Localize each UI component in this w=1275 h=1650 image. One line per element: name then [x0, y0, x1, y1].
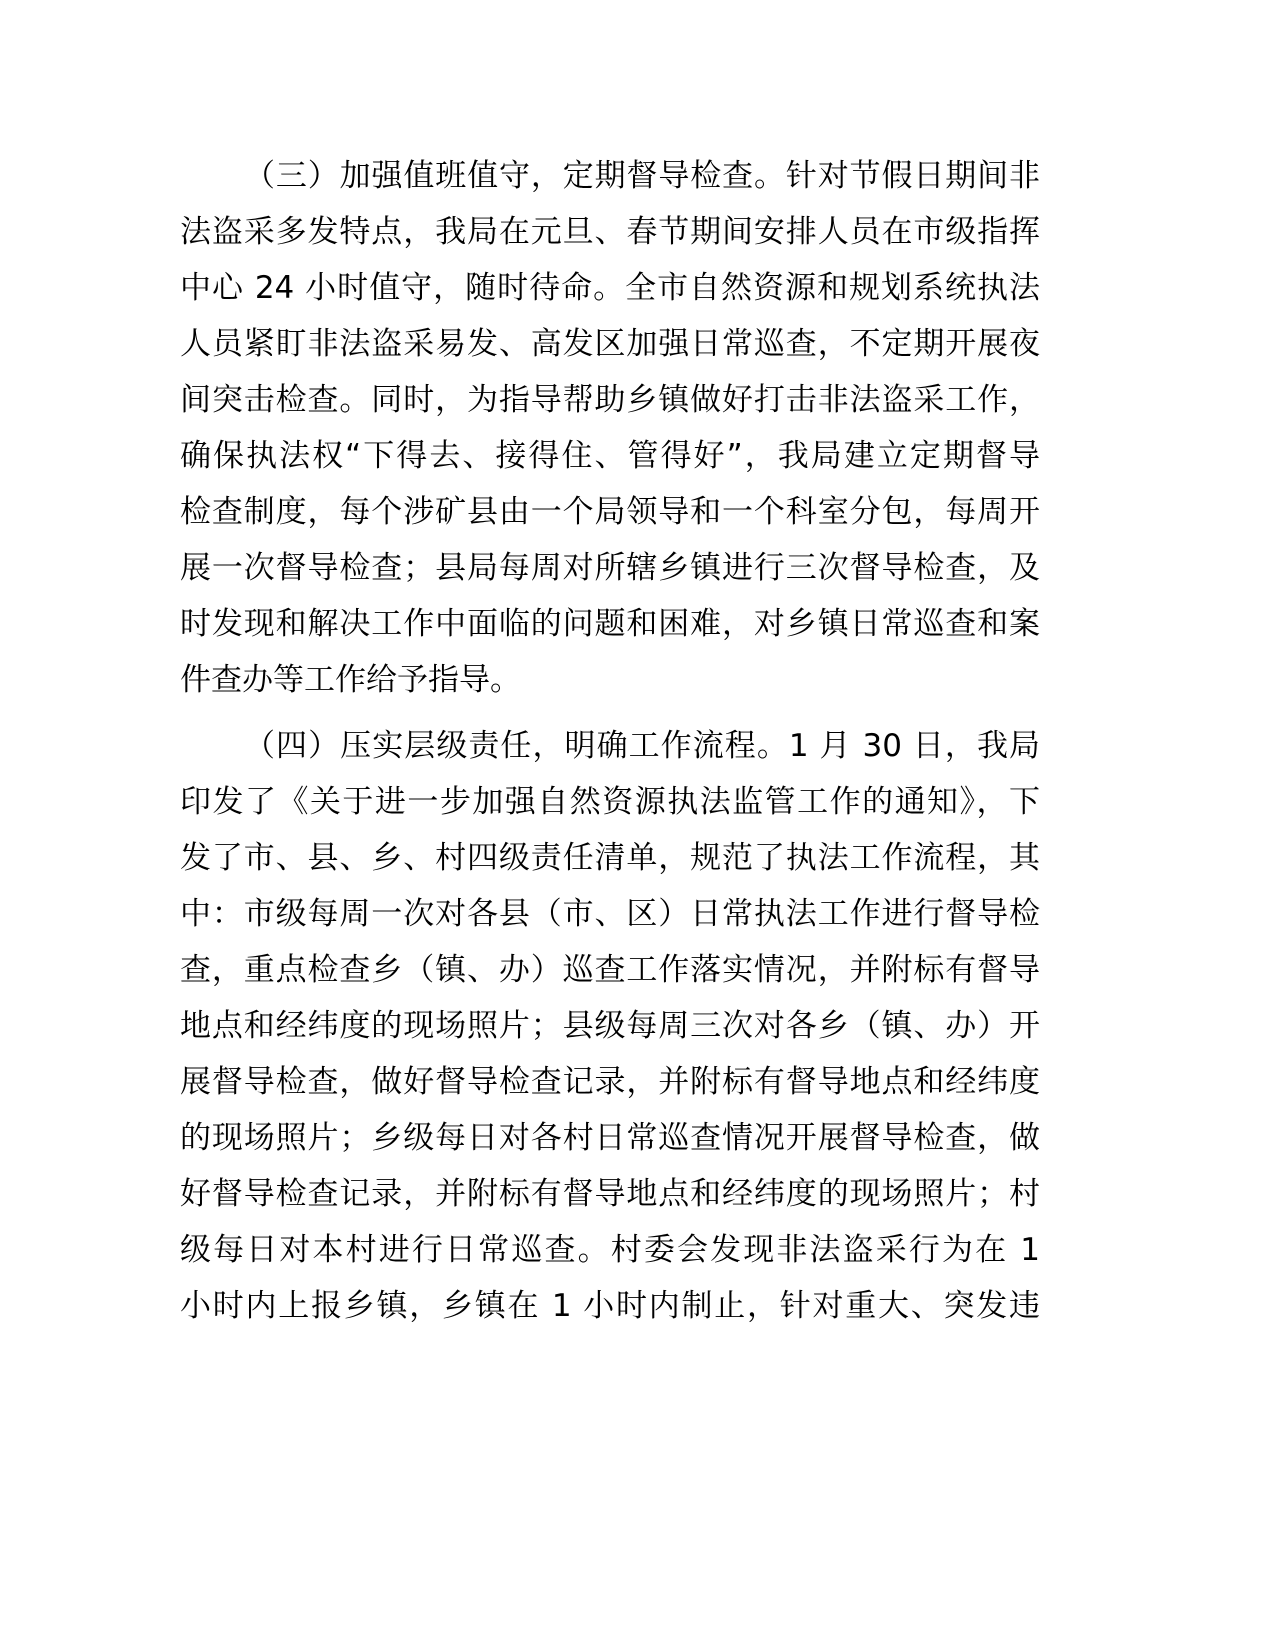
text-line: 间突击检查。同时，为指导帮助乡镇做好打击非法盗采工作， [180, 382, 1040, 418]
text-line: 时发现和解决工作中面临的问题和困难，对乡镇日常巡查和案 [180, 606, 1040, 642]
text-line: 人员紧盯非法盗采易发、高发区加强日常巡查，不定期开展夜 [180, 326, 1040, 362]
text-line: 法盗采多发特点，我局在元旦、春节期间安排人员在市级指挥 [180, 214, 1040, 250]
text-line: 展督导检查，做好督导检查记录，并附标有督导地点和经纬度 [180, 1064, 1040, 1100]
text-line: （三）加强值班值守，定期督导检查。针对节假日期间非 [244, 158, 1040, 194]
paragraph-section-3 [180, 148, 1040, 708]
text-line: 小时内上报乡镇，乡镇在 1 小时内制止，针对重大、突发违 [180, 1288, 1040, 1324]
text-line: 级每日对本村进行日常巡查。村委会发现非法盗采行为在 1 [180, 1232, 1040, 1268]
document-body [180, 148, 1040, 1334]
text-line: 中心 24 小时值守，随时待命。全市自然资源和规划系统执法 [180, 270, 1040, 306]
text-line: 查，重点检查乡（镇、办）巡查工作落实情况，并附标有督导 [180, 952, 1040, 988]
text-line: 地点和经纬度的现场照片；县级每周三次对各乡（镇、办）开 [180, 1008, 1040, 1044]
text-line: （四）压实层级责任，明确工作流程。1 月 30 日，我局 [244, 728, 1040, 764]
paragraph-spacer [180, 708, 1040, 718]
paragraph-section-4 [180, 718, 1040, 1334]
text-line: 的现场照片；乡级每日对各村日常巡查情况开展督导检查，做 [180, 1120, 1040, 1156]
text-line: 印发了《关于进一步加强自然资源执法监管工作的通知》，下 [180, 784, 1040, 820]
text-line: 发了市、县、乡、村四级责任清单，规范了执法工作流程，其 [180, 840, 1040, 876]
text-line: 中：市级每周一次对各县（市、区）日常执法工作进行督导检 [180, 896, 1040, 932]
text-line: 确保执法权“下得去、接得住、管得好”，我局建立定期督导 [180, 438, 1040, 474]
text-line: 展一次督导检查；县局每周对所辖乡镇进行三次督导检查，及 [180, 550, 1040, 586]
text-line: 件查办等工作给予指导。 [180, 662, 521, 698]
text-line: 检查制度，每个涉矿县由一个局领导和一个科室分包，每周开 [180, 494, 1040, 530]
text-line: 好督导检查记录，并附标有督导地点和经纬度的现场照片；村 [180, 1176, 1040, 1212]
